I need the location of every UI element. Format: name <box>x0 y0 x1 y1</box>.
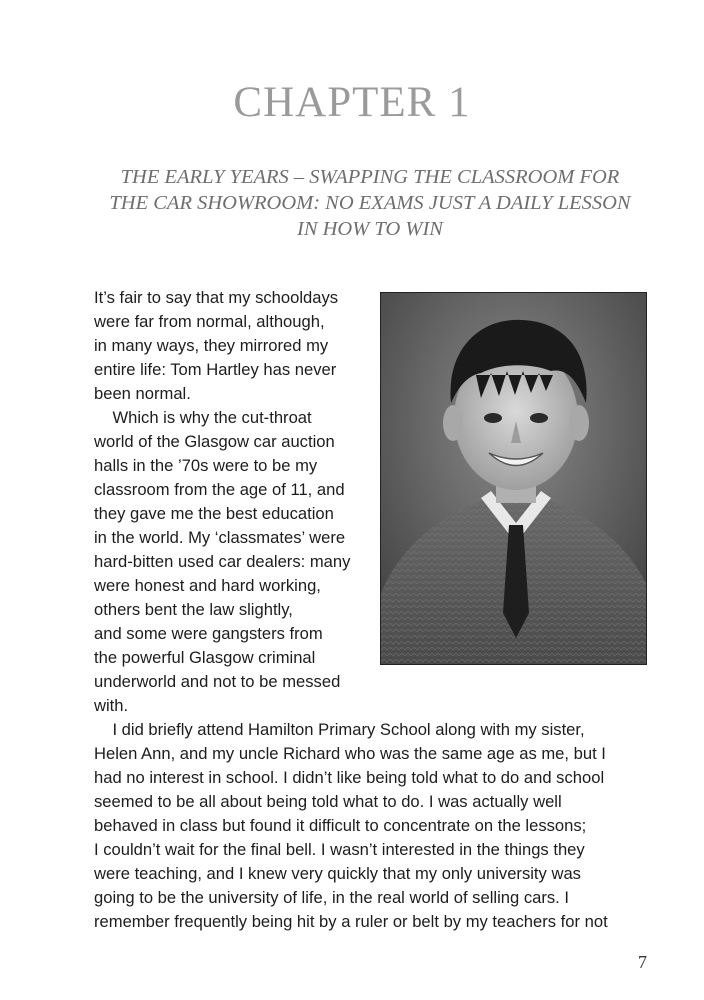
page-number: 7 <box>638 952 647 972</box>
body-line: in the world. My ‘classmates’ were <box>94 528 346 547</box>
body-line: were honest and hard working, <box>94 576 321 595</box>
body-line: others bent the law slightly, <box>94 600 293 619</box>
body-line: world of the Glasgow car auction <box>94 432 335 451</box>
childhood-portrait-photo <box>380 292 647 665</box>
chapter-title: CHAPTER 1 <box>233 79 471 126</box>
body-line: behaved in class but found it difficult to concentrate on the lessons; <box>94 816 587 835</box>
body-line: were teaching, and I knew very quickly that my only university was <box>94 864 581 883</box>
body-line: they gave me the best education <box>94 504 334 523</box>
body-line: been normal. <box>94 384 191 403</box>
body-line: It’s fair to say that my schooldays <box>94 288 339 307</box>
body-line: Helen Ann, and my uncle Richard who was the same age as me, but I <box>94 744 606 763</box>
body-line: with. <box>94 696 129 715</box>
body-line: the powerful Glasgow criminal <box>94 648 316 667</box>
body-line: I couldn’t wait for the final bell. I wasn’t interested in the things they <box>94 840 585 859</box>
body-line: and some were gangsters from <box>94 624 323 643</box>
body-line: hard-bitten used car dealers: many <box>94 552 351 571</box>
body-line: entire life: Tom Hartley has never <box>94 360 337 379</box>
body-line: remember frequently being hit by a ruler or belt by my teachers for not <box>94 912 608 931</box>
chapter-subtitle <box>92 164 648 242</box>
body-line: Which is why the cut-throat <box>94 408 312 427</box>
body-line: seemed to be all about being told what to do. I was actually well <box>94 792 562 811</box>
body-line: were far from normal, although, <box>94 312 325 331</box>
body-line: I did briefly attend Hamilton Primary School along with my sister, <box>94 720 585 739</box>
body-line: had no interest in school. I didn’t like being told what to do and school <box>94 768 605 787</box>
body-line: classroom from the age of 11, and <box>94 480 345 499</box>
subtitle-line: IN HOW TO WIN <box>297 218 443 240</box>
body-line: going to be the university of life, in the real world of selling cars. I <box>94 888 570 907</box>
subtitle-line: THE CAR SHOWROOM: NO EXAMS JUST A DAILY LESSON <box>109 192 631 214</box>
body-line: underworld and not to be messed <box>94 672 341 691</box>
subtitle-line: THE EARLY YEARS – SWAPPING THE CLASSROOM FOR <box>120 166 620 188</box>
body-line: in many ways, they mirrored my <box>94 336 329 355</box>
body-line: halls in the ’70s were to be my <box>94 456 318 475</box>
